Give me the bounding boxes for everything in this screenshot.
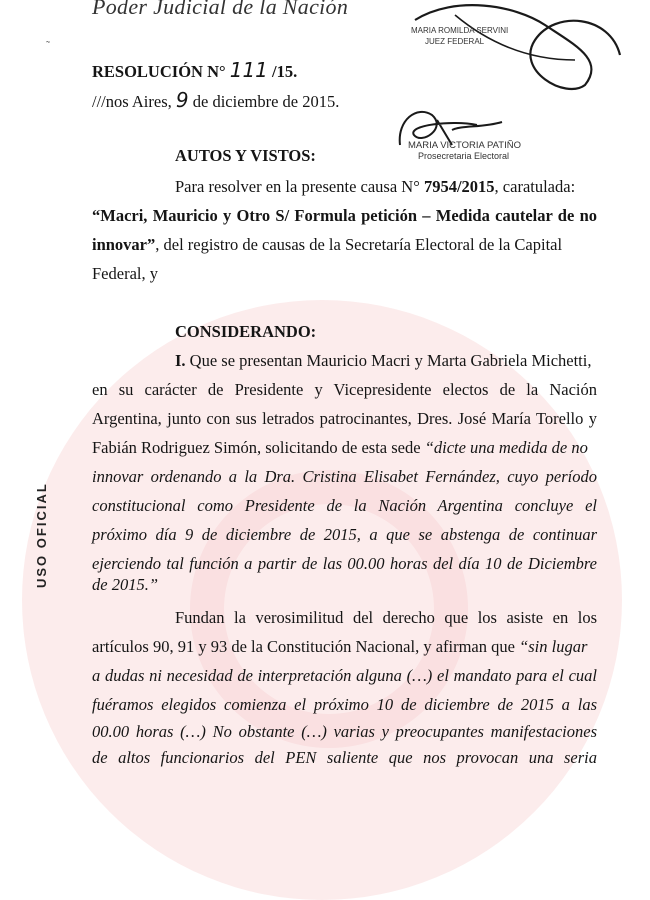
resolution-label: RESOLUCIÓN N° [92, 62, 226, 81]
date-line [92, 88, 339, 112]
court-letterhead: Poder Judicial de la Nación [92, 0, 349, 19]
second-paragraph-line-2 [92, 637, 587, 657]
considerando-line-2: en su carácter de Presidente y Vicepresidente electos de la Nación [92, 380, 597, 399]
second-paragraph-line-1: Fundan la verosimilitud del derecho que los asiste en los [175, 608, 597, 627]
considerando-text-1: Que se presentan Mauricio Macri y Marta Gabriela Michetti, [189, 351, 592, 370]
resolution-number: 111 [229, 58, 268, 82]
second-paragraph-line-6: de altos funcionarios del PEN saliente que nos provocan una seria [92, 748, 597, 767]
secretary-title-stamp: Prosecretaria Electoral [418, 151, 510, 161]
case-title-line-2: innovar” [92, 235, 156, 254]
considerando-text-4: Fabián Rodriguez Simón, solicitando de esta sede [92, 438, 421, 457]
quote-start: “dicte una medida de no [424, 438, 588, 457]
considerando-line-7: próximo día 9 de diciembre de 2015, a que se abstenga de continuar [92, 525, 597, 544]
considerando-line-5: innovar ordenando a la Dra. Cristina Elisabet Fernández, cuyo período [92, 467, 597, 486]
considerando-line-1 [175, 351, 591, 371]
autos-line-1 [175, 177, 575, 197]
judge-signature [395, 0, 635, 100]
judge-name-stamp: MARIA ROMILDA SERVINI [411, 26, 509, 35]
resolution-year: /15. [272, 62, 298, 81]
considerando-line-8: ejerciendo tal función a partir de las 00.00 horas del día 10 de Diciembre [92, 554, 597, 573]
official-use-label: USO OFICIAL [34, 482, 49, 588]
case-number: 7954/2015 [423, 177, 495, 196]
case-title-line-1: “Macri, Mauricio y Otro S/ Formula petición – Medida cautelar de no [92, 206, 597, 225]
considerando-line-3: Argentina, junto con sus letrados patrocinantes, Dres. José María Torello y [92, 409, 597, 428]
second-paragraph-line-4: fuéramos elegidos comienza el próximo 10 de diciembre de 2015 a las [92, 695, 597, 714]
considerando-line-4 [92, 438, 588, 458]
date-day: 9 [175, 88, 189, 112]
autos-text-b: , caratulada: [494, 177, 576, 196]
date-prefix: ///nos Aires, [92, 92, 172, 111]
quote-2-start: “sin lugar [519, 637, 588, 656]
margin-mark: ˜ [46, 38, 50, 52]
autos-text: Para resolver en la presente causa N° [175, 177, 420, 196]
autos-line-3 [92, 235, 562, 255]
resolution-line [92, 58, 297, 82]
autos-heading: AUTOS Y VISTOS: [175, 146, 316, 165]
section-numeral: I. [175, 351, 186, 370]
date-suffix: de diciembre de 2015. [192, 92, 340, 111]
autos-text-c: , del registro de causas de la Secretaría Electoral de la Capital [155, 235, 563, 254]
considerando-heading: CONSIDERANDO: [175, 322, 317, 341]
secretary-name-stamp: MARIA VICTORIA PATIÑO [408, 140, 521, 151]
judge-title-stamp: JUEZ FEDERAL [425, 37, 485, 46]
second-paragraph-line-3: a dudas ni necesidad de interpretación alguna (…) el mandato para el cual [92, 666, 597, 685]
autos-line-4: Federal, y [92, 264, 158, 283]
considerando-line-6: constitucional como Presidente de la Nación Argentina concluye el [92, 496, 597, 515]
second-paragraph-line-5: 00.00 horas (…) No obstante (…) varias y preocupantes manifestaciones [92, 722, 597, 741]
considerando-line-9: de 2015.” [92, 575, 158, 594]
second-paragraph-text-2: artículos 90, 91 y 93 de la Constitución Nacional, y afirman que [92, 637, 515, 656]
